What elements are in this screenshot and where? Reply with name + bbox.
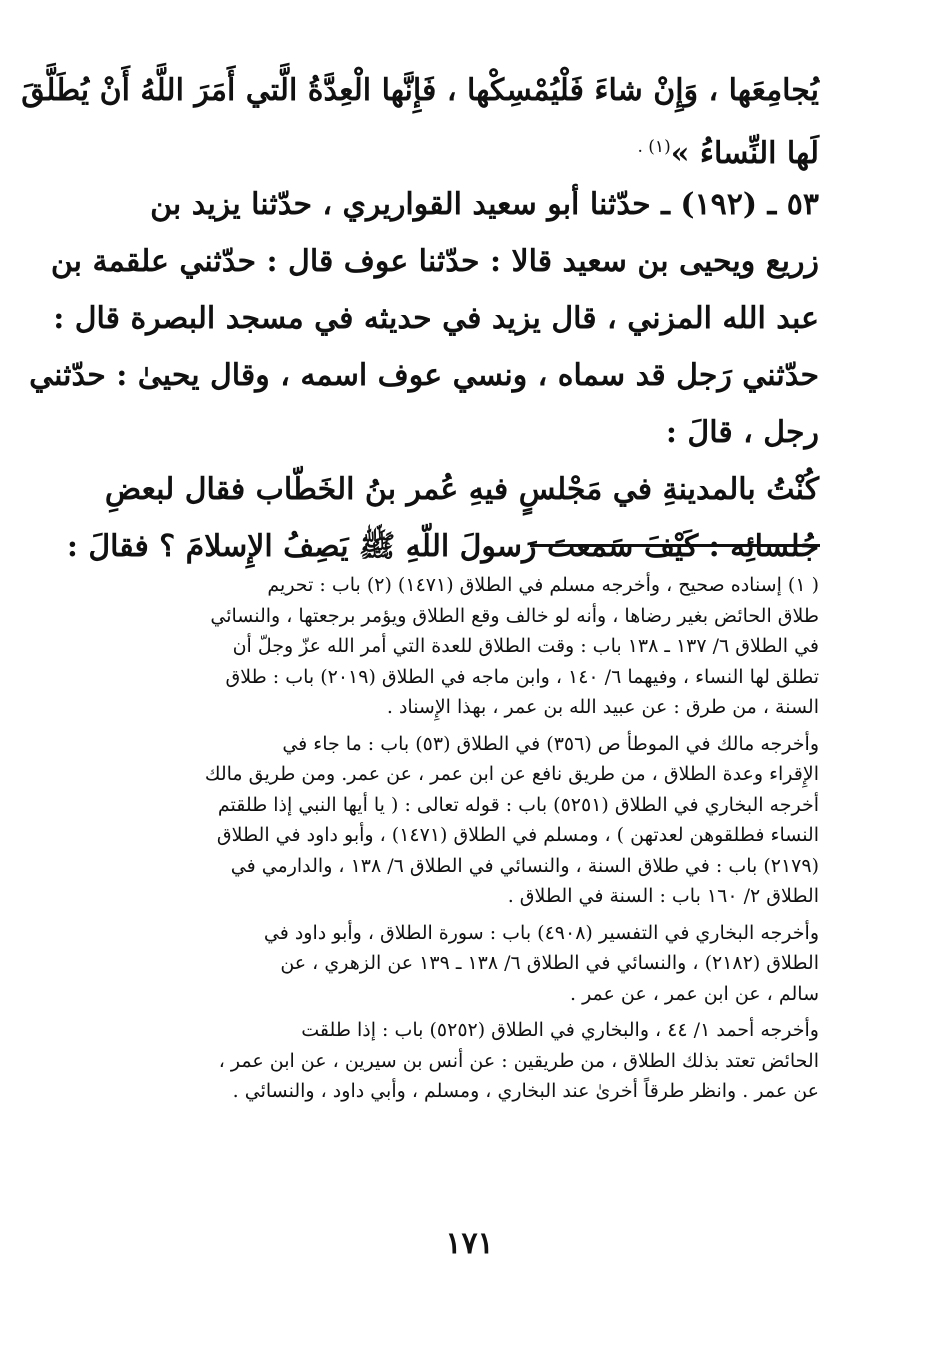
main-line: حدّثني رَجل قد سماه ، ونسي عوف اسمه ، وقال يحيىٰ : حدّثني (29, 358, 819, 393)
footnote-line: الإِقراء وعدة الطلاق ، من طريق نافع عن ابن عمر ، عن عمر. ومن طريق مالك (204, 763, 819, 785)
footnote-line: وأخرجه البخاري في التفسير (٤٩٠٨) باب : سورة الطلاق ، وأبو داود في (263, 921, 819, 944)
main-line-text: لَها النِّساءُ » (670, 136, 819, 171)
main-line: كُنْتُ بالمدينةِ في مَجْلسٍ فيهِ عُمر بنُ الخَطّاب فقال لبعضِ (104, 472, 819, 507)
footnote-line: عن عمر . وانظر طرقاً أخرىٰ عند البخاري ، ومسلم ، وأبي داود ، والنسائي . (232, 1080, 819, 1102)
footnote-line: طلاق الحائض بغير رضاها ، وأنه لو خالف وقع الطلاق ويؤمر برجعتها ، والنسائي (210, 604, 819, 627)
footnote-line: وأخرجه مالك في الموطأ ص (٣٥٦) في الطلاق (٥٣) باب : ما جاء في (282, 732, 819, 755)
footnote-paragraph (119, 1015, 819, 1107)
page-number: ١٧١ (445, 1226, 494, 1261)
footnote-line: وأخرجه أحمد ١/ ٤٤ ، والبخاري في الطلاق (٥٢٥٢) باب : إذا طلقت (301, 1019, 819, 1041)
footnote-line: النساء فطلقوهن لعدتهن ) ، ومسلم في الطلاق (١٤٧١) ، وأبو داود في الطلاق (216, 824, 819, 846)
footnote-line: الطلاق ٢/ ١٦٠ باب : السنة في الطلاق . (507, 885, 819, 907)
footnote-line: الطلاق (٢١٨٢) ، والنسائي في الطلاق ٦/ ١٣٨ ـ ١٣٩ عن الزهري ، عن (280, 952, 819, 974)
main-line: عبد الله المزني ، قال يزيد في حديثه في مسجد البصرة قال : (53, 301, 819, 336)
footnote-line: تطلق لها النساء ، وفيهما ٦/ ١٤٠ ، وابن ماجه في الطلاق (٢٠١٩) باب : طلاق (225, 665, 819, 688)
main-line: رجل ، قالَ : (665, 415, 819, 450)
footnote-line: السنة ، من طرق : عن عبيد الله بن عمر ، بهذا الإِسناد . (386, 696, 819, 718)
footnote-divider (530, 544, 820, 547)
hadith-heading-line: ٥٣ ـ (١٩٢) ـ حدّثنا أبو سعيد القواريري ، حدّثنا يزيد بن (150, 187, 819, 222)
footnote-line: في الطلاق ٦/ ١٣٧ ـ ١٣٨ باب : وقت الطلاق للعدة التي أمر الله عزّ وجلّ أن (232, 635, 819, 657)
footnote-line: أخرجه البخاري في الطلاق (٥٢٥١) باب : قوله تعالى : ( يا أيها النبي إذا طلقتم (217, 793, 819, 816)
footnote-line: الحائض تعتد بذلك الطلاق ، من طريقين : عن أنس بن سيرين ، عن ابن عمر ، (218, 1049, 819, 1072)
main-line (119, 119, 819, 176)
footnote-paragraph (119, 729, 819, 912)
footnote-reference: (١) . (637, 137, 671, 157)
main-line: جُلسائِه : كَيْفَ سَمعتَ رَسولَ اللّهِ ﷺ يَصِفُ الإِسلامَ ؟ فقالَ : (66, 529, 819, 564)
footnotes (119, 570, 819, 1113)
footnote-line: ( ١) إسناده صحيح ، وأخرجه مسلم في الطلاق (١٤٧١) (٢) باب : تحريم (267, 574, 819, 596)
main-line: يُجامِعَها ، وَإِنْ شاءَ فَلْيُمْسِكْها ، فَإِنَّها الْعِدَّةُ الَّتي أَمَرَ اللَّهُ أَنْ يُطَلَّقَ (21, 73, 819, 108)
footnote-paragraph (119, 570, 819, 723)
footnote-line: (٢١٧٩) باب : في طلاق السنة ، والنسائي في الطلاق ٦/ ١٣٨ ، والدارمي في (230, 854, 819, 877)
main-text (21, 62, 819, 575)
main-line: زريع ويحيى بن سعيد قالا : حدّثنا عوف قال : حدّثني علقمة بن (50, 244, 819, 279)
footnote-line: سالم ، عن ابن عمر ، عن عمر . (569, 982, 819, 1005)
footnote-paragraph (119, 918, 819, 1010)
